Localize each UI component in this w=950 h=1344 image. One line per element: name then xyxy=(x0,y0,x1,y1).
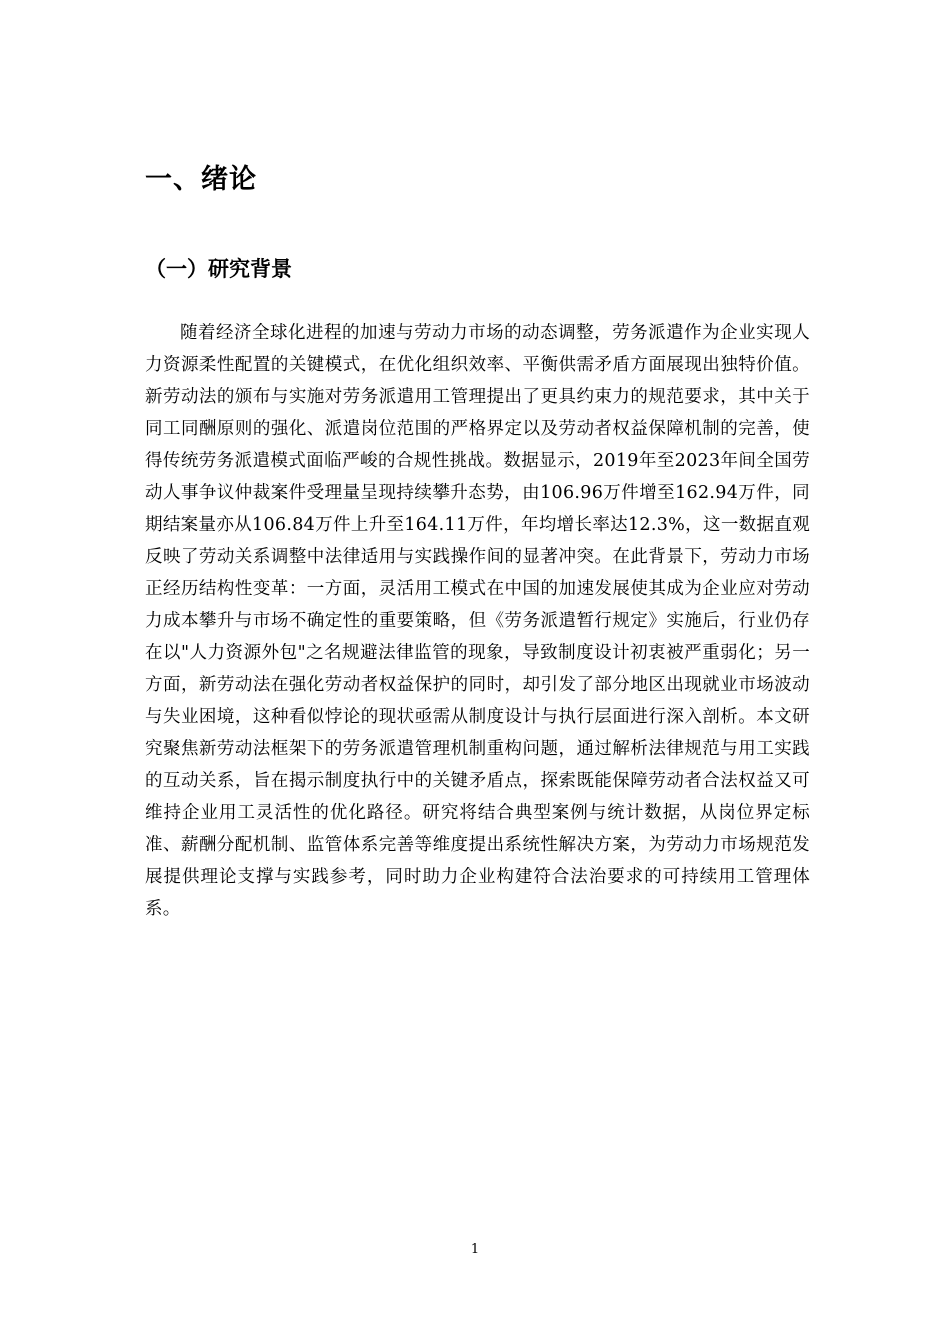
chapter-title: 一、绪论 xyxy=(145,164,257,195)
body-paragraph: 随着经济全球化进程的加速与劳动力市场的动态调整，劳务派遣作为企业实现人力资源柔性配置的关键模式，在优化组织效率、平衡供需矛盾方面展现出独特价值。新劳动法的颁布与实施对劳务派遣用工管理提出了更具约束力的规范要求，其中关于同工同酬原则的强化、派遣岗位范围的严格界定以及劳动者权益保障机制的完善，使得传统劳务派遣模式面临严峻的合规性挑战。数据显示，2019年至2023年间全国劳动人事争议仲裁案件受理量呈现持续攀升态势，由106.96万件增至162.94万件，同期结案量亦从106.84万件上升至164.11万件，年均增长率达12.3%，这一数据直观反映了劳动关系调整中法律适用与实践操作间的显著冲突。在此背景下，劳动力市场正经历结构性变革：一方面，灵活用工模式在中国的加速发展使其成为企业应对劳动力成本攀升与市场不确定性的重要策略，但《劳务派遣暂行规定》实施后，行业仍存在以"人力资源外包"之名规避法律监管的现象，导致制度设计初衷被严重弱化；另一方面，新劳动法在强化劳动者权益保护的同时，却引发了部分地区出现就业市场波动与失业困境，这种看似悖论的现状亟需从制度设计与执行层面进行深入剖析。本文研究聚焦新劳动法框架下的劳务派遣管理机制重构问题，通过解析法律规范与用工实践的互动关系，旨在揭示制度执行中的关键矛盾点，探索既能保障劳动者合法权益又可维持企业用工灵活性的优化路径。研究将结合典型案例与统计数据，从岗位界定标准、薪酬分配机制、监管体系完善等维度提出系统性解决方案，为劳动力市场规范发展提供理论支撑与实践参考，同时助力企业构建符合法治要求的可持续用工管理体系。 xyxy=(145,323,810,919)
page-number: 1 xyxy=(470,1242,480,1257)
section-title: （一）研究背景 xyxy=(145,257,292,281)
